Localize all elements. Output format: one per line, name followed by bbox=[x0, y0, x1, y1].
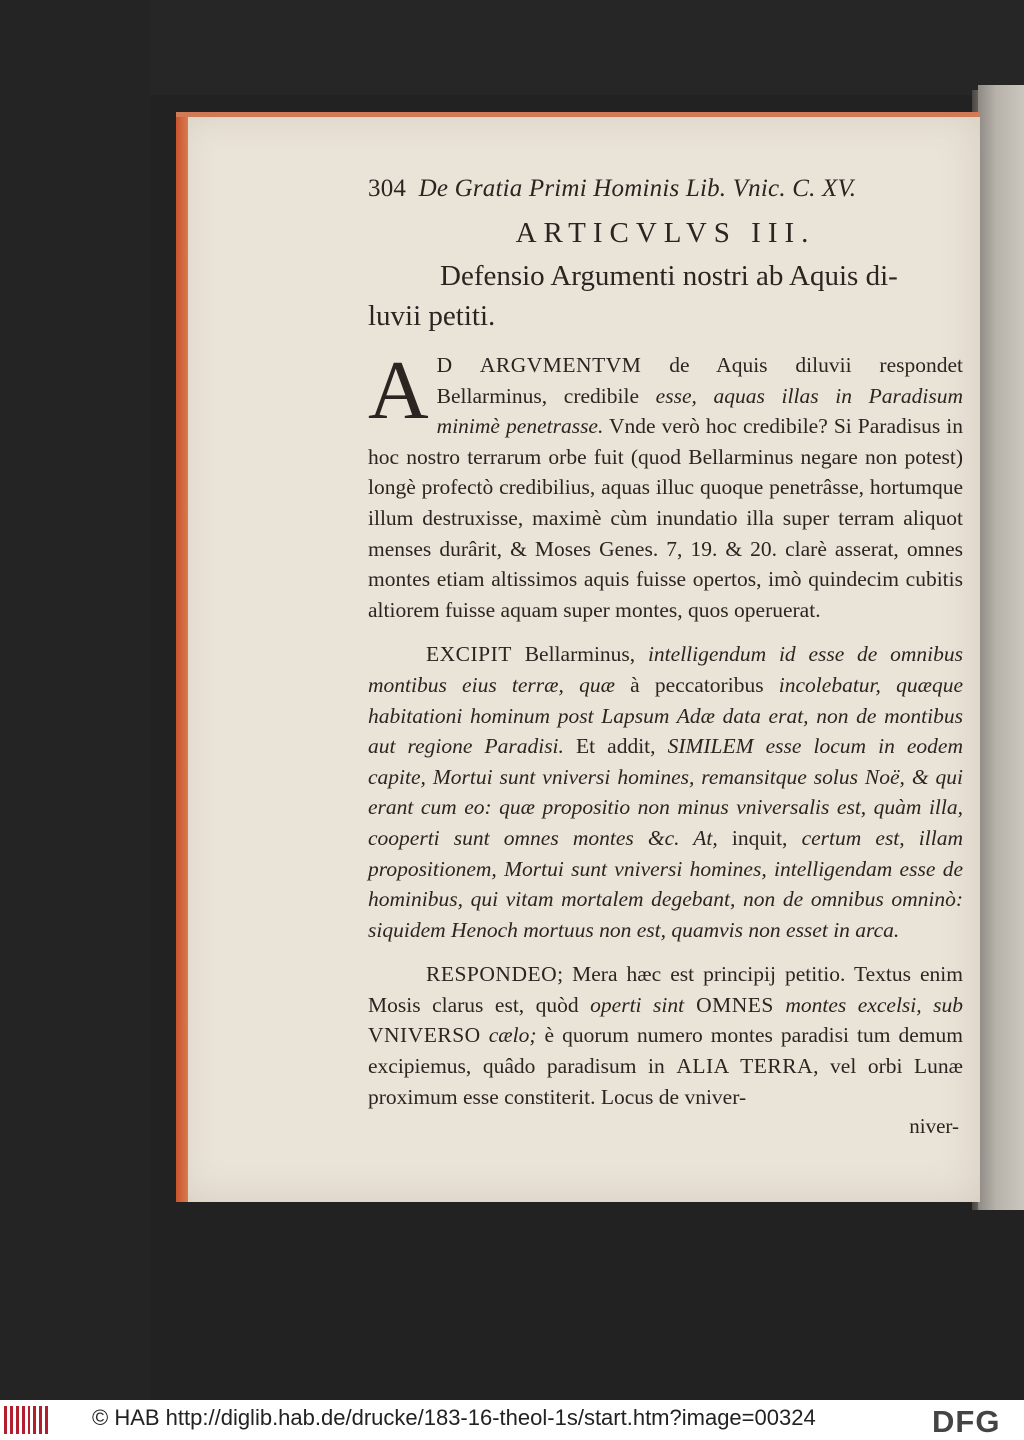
para2-italic-3: SIMILEM esse locum in eodem capite, Mortui sunt vniversi homines, remansitque solus Noë, & qui erant cum eo: quæ propositio non minus vniversalis est, quàm illa, cooperti sunt omnes montes &c. At, bbox=[368, 734, 963, 850]
para2-text-2: à peccatoribus bbox=[614, 672, 779, 697]
para1-italic-1: esse, aquas illas in Paradisum minimè penetrasse. bbox=[436, 383, 963, 439]
page-top-edge bbox=[176, 112, 980, 117]
running-head-title: De Gratia Primi Hominis Lib. Vnic. C. XV. bbox=[418, 175, 857, 202]
para3-italic-3: cælo; bbox=[480, 1023, 537, 1048]
para3-smallcaps-2: OMNES bbox=[684, 992, 774, 1017]
heading-line-1: Defensio Argumenti nostri ab Aquis di- bbox=[440, 260, 898, 292]
para3-smallcaps-3: VNIVERSO bbox=[368, 1023, 481, 1048]
page-number: 304 bbox=[368, 175, 407, 202]
para2-italic-4: certum est, illam propositionem, Mortui sunt vniversi homines, intelligendam esse de hominibus, qui vitam mortalem degebant, non de omnibus omninò: siquidem Henoch mortuus non est, quamvis non esset in arca. bbox=[368, 825, 963, 942]
scan-top-band bbox=[0, 0, 1024, 95]
heading-line-2: luvii petiti. bbox=[368, 300, 496, 332]
paragraph-2 bbox=[368, 639, 963, 945]
para3-text-3: , vel orbi Lunæ proximum esse constiterit. Locus de vniver- bbox=[368, 1054, 963, 1109]
book-spine bbox=[978, 85, 1024, 1210]
para3-smallcaps: RESPONDEO bbox=[426, 962, 558, 987]
hab-barcode-logo-icon[interactable] bbox=[4, 1406, 48, 1434]
catchword: niver- bbox=[909, 1114, 959, 1139]
para3-italic-2: montes excelsi, sub bbox=[773, 992, 963, 1017]
running-head bbox=[368, 175, 963, 203]
para3-text-2: è quorum numero montes paradisi tum demum excipiemus, quâdo paradisum in bbox=[368, 1023, 963, 1079]
paragraph-3 bbox=[368, 959, 963, 1112]
para1-smallcaps: D ARGVMENTVM bbox=[436, 353, 642, 377]
para1-text-1: de Aquis diluvii respondet Bellarminus, credibile bbox=[436, 353, 963, 408]
para2-smallcaps: EXCIPIT bbox=[426, 642, 512, 667]
para2-italic-2: incolebatur, quæque habitationi hominum post Lapsum Adæ data erat, non de montibus aut regione Paradisi. bbox=[368, 672, 963, 759]
page-red-edge bbox=[176, 112, 188, 1202]
drop-cap: A bbox=[368, 344, 429, 437]
para3-smallcaps-4: ALIA TERRA bbox=[676, 1054, 814, 1079]
para2-text-1: Bellarminus, bbox=[511, 642, 648, 667]
copyright-link[interactable]: © HAB http://diglib.hab.de/drucke/183-16-theol-1s/start.htm?image=00324 bbox=[92, 1405, 816, 1430]
page-text-block bbox=[368, 175, 963, 1139]
section-heading bbox=[368, 256, 963, 336]
para2-italic-1: intelligendum id esse de omnibus montibus eius terræ, quæ bbox=[368, 642, 963, 697]
para3-text-1: ; Mera hæc est principij petitio. Textus enim Mosis clarus est, quòd bbox=[368, 962, 963, 1017]
para2-text-3: Et addit, bbox=[563, 734, 668, 759]
article-title: ARTICVLVS III. bbox=[515, 217, 816, 249]
scan-left-strip bbox=[0, 0, 150, 1400]
para3-italic-1: operti sint bbox=[590, 992, 685, 1017]
dfg-logo[interactable]: DFG bbox=[932, 1404, 1001, 1439]
paragraph-1 bbox=[368, 344, 963, 625]
para1-text-2: Vnde verò hoc credibile? Si Paradisus in hoc nostro terrarum orbe fuit (quod Bellarminus negare non potest) longè profectò credibilius, aquas illuc quoque penetrâsse, hortumque illum destruxisse, maximè cùm inundatio illa super terram aliquot menses durârit, & Moses Genes. 7, 19. & 20. clarè asserat, omnes montes etiam altissimos aquis fuisse opertos, imò quindecim cubitis altiorem fuisse aquam super montes, quos operuerat. bbox=[368, 414, 963, 622]
para2-text-4: inquit, bbox=[717, 825, 802, 850]
